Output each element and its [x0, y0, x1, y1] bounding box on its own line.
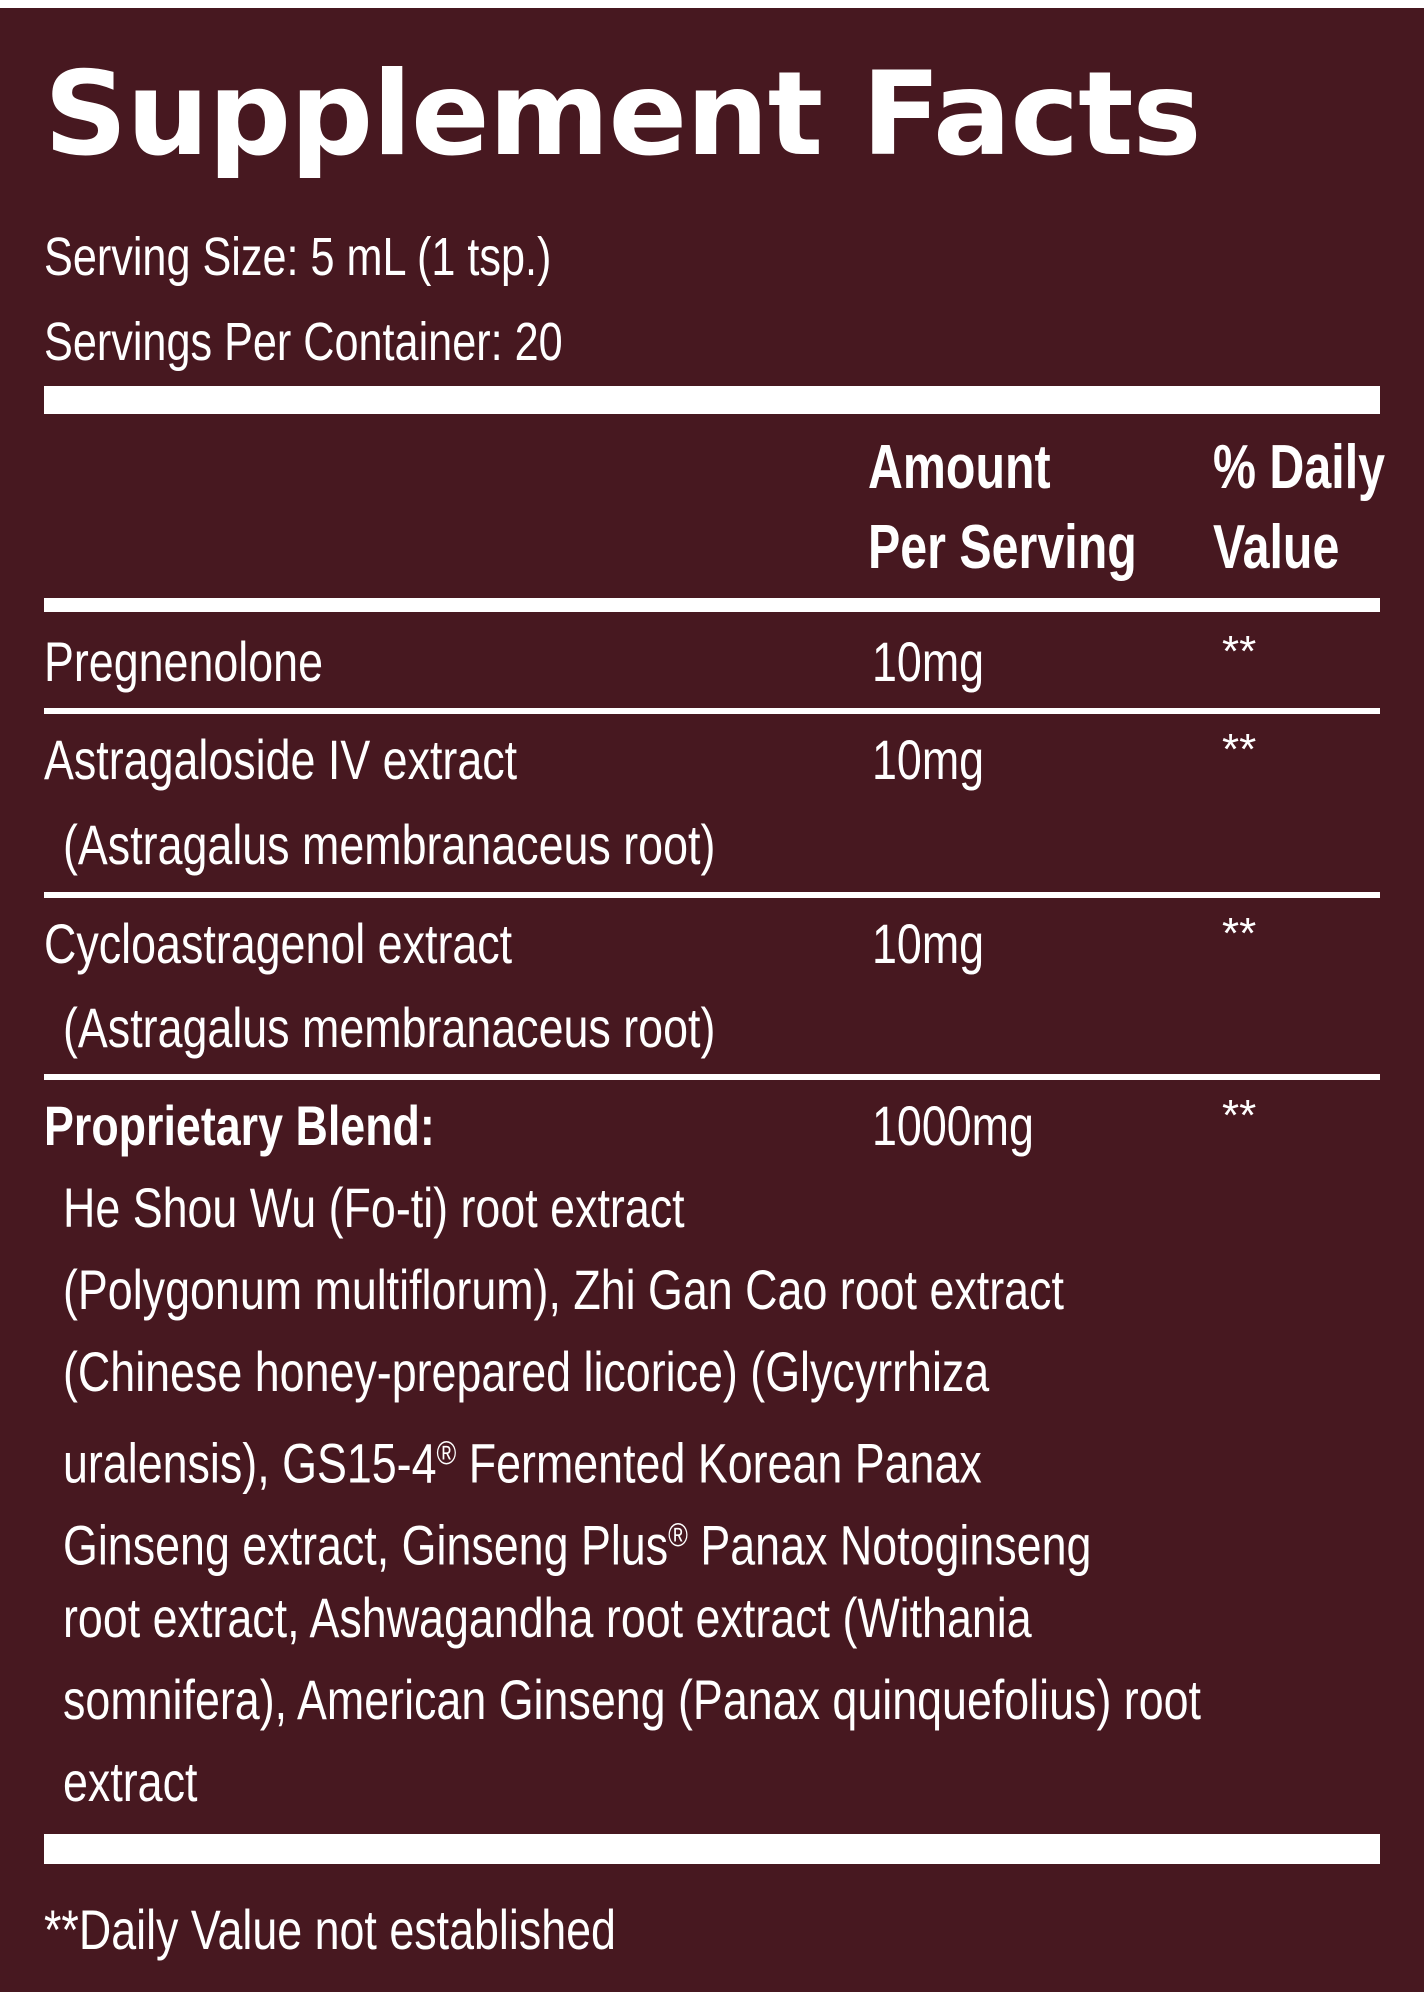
registered-mark: ® [668, 1517, 688, 1554]
row-source-astragaloside: (Astragalus membranaceus root) [63, 813, 716, 876]
blend-ingredient-line: He Shou Wu (Fo-ti) root extract [63, 1176, 685, 1239]
blend-ingredient-text: Ginseng extract, Ginseng Plus [63, 1513, 669, 1577]
blend-ingredient-text: Fermented Korean Panax [456, 1431, 982, 1495]
footnote: **Daily Value not established [44, 1898, 616, 1961]
blend-ingredient-line [63, 1414, 982, 1503]
row-name-cycloastragenol: Cycloastragenol extract [44, 912, 513, 975]
blend-ingredient-text: Panax Notoginseng [687, 1513, 1092, 1577]
blend-ingredient-line: extract [63, 1750, 198, 1813]
row-divider [44, 892, 1380, 898]
row-dv-astragaloside: ** [1222, 725, 1257, 774]
dv-header-line2: Value [1213, 513, 1340, 582]
row-source-cycloastragenol: (Astragalus membranaceus root) [63, 996, 716, 1059]
row-amount-cycloastragenol: 10mg [872, 912, 985, 975]
blend-ingredient-line: (Chinese honey-prepared licorice) (Glycyrrhiza [63, 1340, 990, 1403]
row-dv-pregnenolone: ** [1222, 627, 1257, 676]
row-amount-astragaloside: 10mg [872, 728, 985, 791]
label-title: Supplement Facts [44, 47, 1201, 182]
blend-ingredient-line: root extract, Ashwagandha root extract (Withania [63, 1586, 1032, 1649]
supplement-facts-panel [0, 8, 1424, 1992]
medium-rule-header [44, 598, 1380, 612]
blend-ingredient-line [63, 1496, 1091, 1585]
amount-header-line2: Per Serving [868, 513, 1137, 582]
blend-name: Proprietary Blend: [44, 1094, 435, 1157]
row-name-pregnenolone: Pregnenolone [44, 630, 323, 693]
blend-ingredient-text: uralensis), GS15-4 [63, 1431, 437, 1495]
row-divider [44, 1074, 1380, 1080]
blend-amount: 1000mg [872, 1094, 1034, 1157]
row-amount-pregnenolone: 10mg [872, 630, 985, 693]
dv-header-line1: % Daily [1213, 433, 1386, 502]
blend-ingredient-line: (Polygonum multiflorum), Zhi Gan Cao root extract [63, 1258, 1064, 1321]
row-dv-cycloastragenol: ** [1222, 909, 1257, 958]
thick-rule-top [44, 386, 1380, 414]
amount-header-line1: Amount [868, 433, 1051, 502]
serving-size: Serving Size: 5 mL (1 tsp.) [44, 227, 552, 287]
row-divider [44, 708, 1380, 714]
servings-per-container: Servings Per Container: 20 [44, 312, 563, 372]
row-name-astragaloside: Astragaloside IV extract [44, 728, 518, 791]
thick-rule-bottom [44, 1834, 1380, 1864]
blend-ingredient-line: somnifera), American Ginseng (Panax quinquefolius) root [63, 1668, 1202, 1731]
registered-mark: ® [436, 1435, 457, 1472]
blend-dv: ** [1222, 1091, 1257, 1140]
